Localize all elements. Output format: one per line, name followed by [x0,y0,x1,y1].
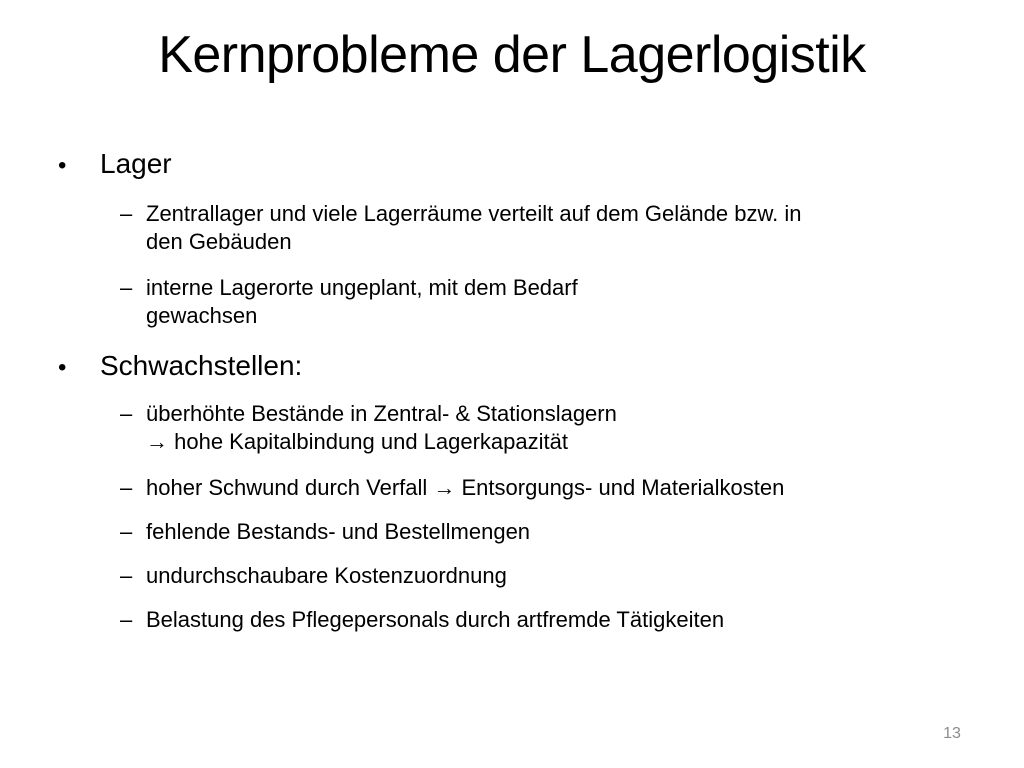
sub-item [120,562,958,590]
dash-icon: – [120,275,133,300]
page-number: 13 [943,725,961,742]
dash-icon: – [120,475,133,500]
sub-item-line: undurchschaubare Kostenzuordnung [146,563,507,588]
bullet-label: Lager [100,148,172,179]
sub-item-line: hoher Schwund durch Verfall → Entsorgungs- und Materialkosten [146,475,785,500]
bullet-lager [58,146,958,184]
sub-item [120,474,958,502]
sub-item-line: Zentrallager und viele Lagerräume verteilt auf dem Gelände bzw. in [146,201,802,226]
sub-item-line: fehlende Bestands- und Bestellmengen [146,519,531,544]
bullet-icon: • [58,152,67,179]
dash-icon: – [120,201,133,226]
bullet-schwachstellen [58,348,958,386]
slide-content [58,146,958,634]
slide-title: Kernprobleme der Lagerlogistik [158,26,866,84]
sub-item [120,274,958,330]
dash-icon: – [120,563,133,588]
bullet-icon: • [58,354,67,381]
sub-item-line: → hohe Kapitalbindung und Lagerkapazität [146,429,568,454]
sub-item-line: interne Lagerorte ungeplant, mit dem Bedarf [146,275,578,300]
sub-item-line: den Gebäuden [146,229,292,254]
sub-item [120,606,958,634]
bullet-label: Schwachstellen: [100,350,303,381]
sub-item [120,200,958,256]
dash-icon: – [120,607,133,632]
sub-item-line: Belastung des Pflegepersonals durch artfremde Tätigkeiten [146,607,725,632]
sub-item-line: gewachsen [146,303,258,328]
sub-item [120,518,958,546]
dash-icon: – [120,519,133,544]
sub-item [120,400,958,456]
dash-icon: – [120,401,133,426]
sub-item-line: überhöhte Bestände in Zentral- & Stationslagern [146,401,617,426]
